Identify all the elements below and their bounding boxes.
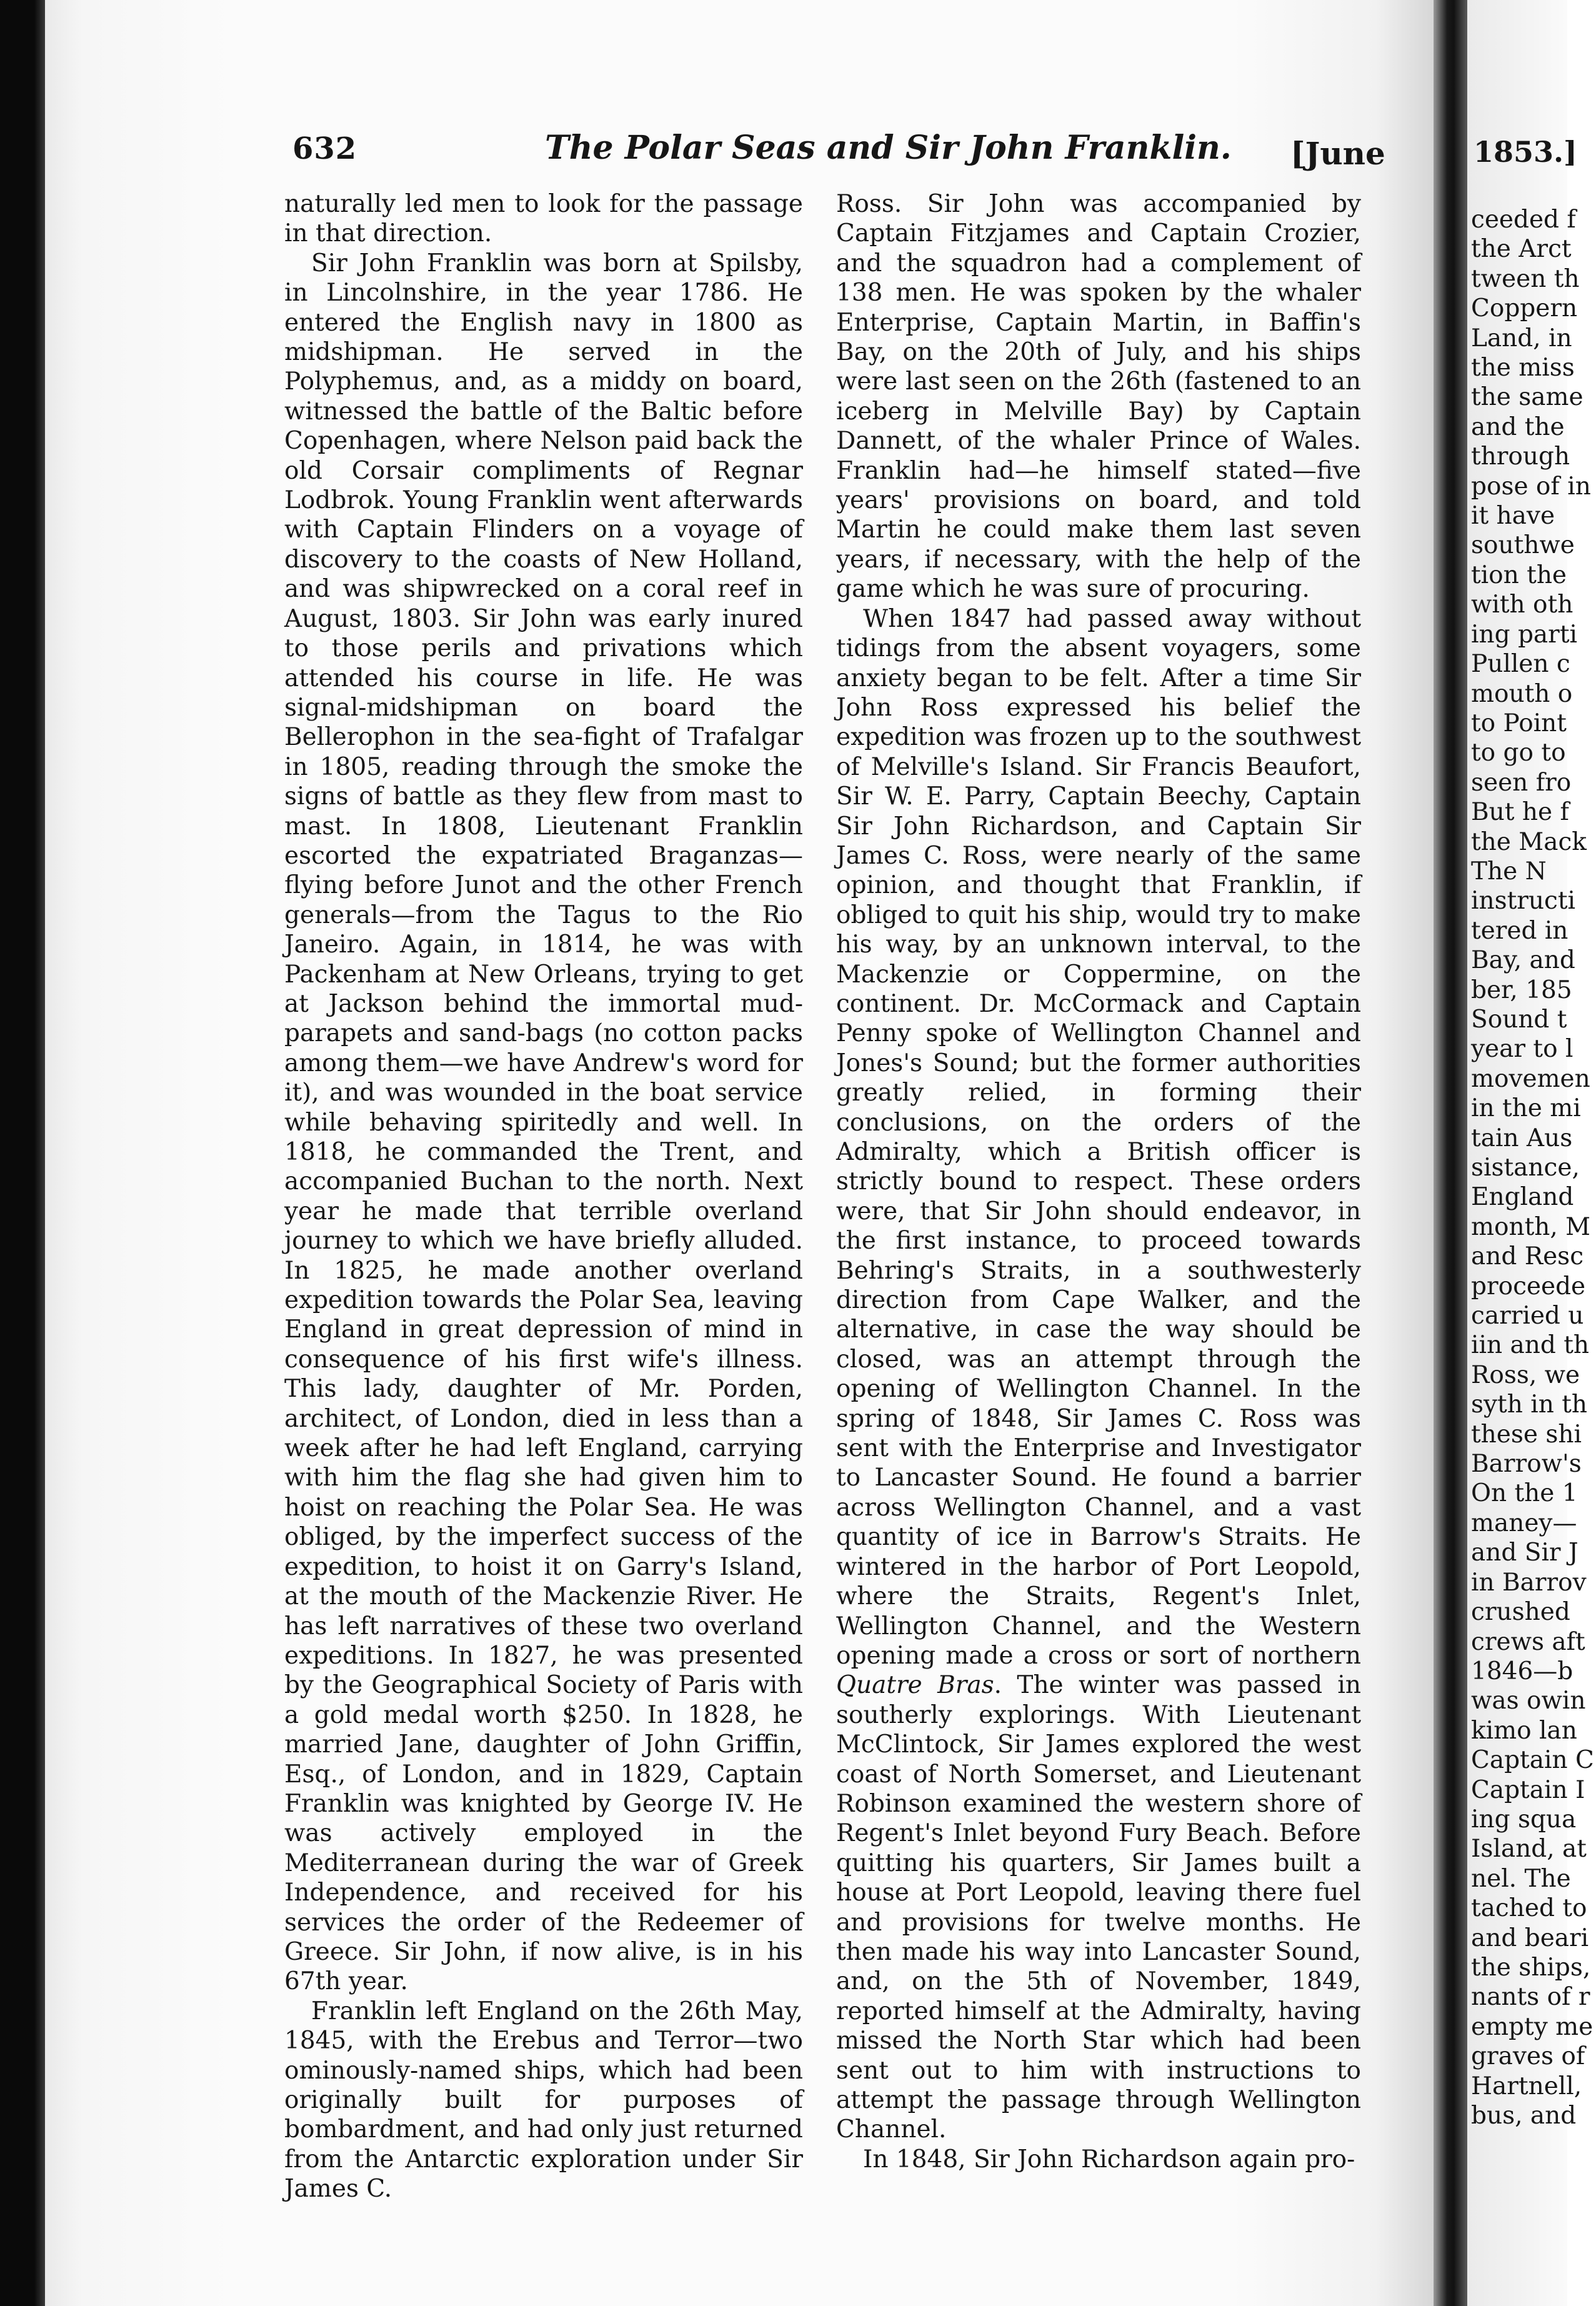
facing-page-line: the Mack (1471, 827, 1587, 856)
running-title: The Polar Seas and Sir John Franklin. (545, 129, 1232, 167)
facing-page-line: and beari (1471, 1924, 1589, 1952)
facing-page-line: mouth o (1471, 679, 1573, 708)
facing-page-line: to Point (1471, 709, 1567, 737)
facing-page-line: ing squa (1471, 1805, 1577, 1834)
facing-page-line: southwe (1471, 531, 1575, 560)
facing-page-line: Ross, we (1471, 1360, 1580, 1389)
facing-page-line: Bay, and (1471, 946, 1575, 975)
header-month: [June (1290, 135, 1385, 172)
facing-page-line: Land, in (1471, 324, 1572, 352)
facing-page-line: crushed (1471, 1598, 1570, 1627)
facing-page-line: tion the (1471, 561, 1567, 589)
facing-page-line: month, M (1471, 1212, 1591, 1241)
facing-page-line: nants of r (1471, 1983, 1590, 2012)
facing-page-line: sistance, (1471, 1154, 1580, 1182)
facing-page-line: the Arct (1471, 235, 1572, 264)
facing-page-line: Captain C (1471, 1746, 1594, 1775)
facing-page-line: pose of in (1471, 472, 1591, 501)
facing-page-line: Pullen c (1471, 650, 1570, 679)
right-column (836, 189, 1361, 2174)
scan-left-edge (0, 0, 45, 2306)
facing-page-line: to go to (1471, 739, 1566, 767)
facing-page-line: crews aft (1471, 1627, 1585, 1656)
facing-page-line: The N (1471, 857, 1547, 886)
facing-page-line: movemen (1471, 1064, 1590, 1093)
paragraph: In 1848, Sir John Richardson again pro- (863, 2145, 1355, 2174)
facing-page-line: empty me (1471, 2012, 1594, 2041)
paragraph: naturally led men to look for the passage in that direction. (284, 190, 803, 248)
facing-page-column (1471, 205, 1596, 2130)
facing-page-line: was owin (1471, 1687, 1586, 1715)
facing-page-line: proceede (1471, 1272, 1586, 1300)
facing-page-line: with oth (1471, 591, 1574, 619)
facing-page-line: ber, 185 (1471, 976, 1572, 1004)
book-gutter (1434, 0, 1467, 2306)
facing-page-line: kimo lan (1471, 1716, 1577, 1745)
facing-page-line: Sound t (1471, 1005, 1567, 1034)
facing-page-line: the miss (1471, 354, 1575, 382)
facing-page-line: in the mi (1471, 1094, 1581, 1123)
facing-page-line: ing parti (1471, 620, 1577, 649)
facing-page-line: it have (1471, 502, 1555, 531)
paragraph: Franklin left England on the 26th May, 1845, with the Erebus and Terror—two ominously-named ships, which had been originally built for purposes of bombardment, and had only just returned from the Antarctic exploration under Sir James C. (284, 1997, 803, 2204)
left-column (284, 189, 803, 2204)
facing-page-line: On the 1 (1471, 1479, 1578, 1508)
facing-page-line: seen fro (1471, 768, 1572, 797)
facing-page-line: nel. The (1471, 1864, 1571, 1893)
facing-page-line: and Resc (1471, 1242, 1584, 1271)
facing-page-line: in Barrov (1471, 1568, 1587, 1597)
facing-page-line: tached to (1471, 1894, 1587, 1923)
facing-page-line: 1846—b (1471, 1657, 1574, 1685)
facing-page-header: 1853.] (1474, 135, 1577, 169)
facing-page-line: maney— (1471, 1509, 1577, 1537)
facing-page-line: Coppern (1471, 294, 1578, 323)
facing-page-line: But he f (1471, 798, 1569, 827)
facing-page-line: instructi (1471, 887, 1576, 916)
facing-page-line: tered in (1471, 916, 1569, 945)
facing-page-line: England (1471, 1183, 1574, 1212)
facing-page-line: the ships, (1471, 1953, 1591, 1982)
facing-page-line: Barrow's (1471, 1450, 1582, 1479)
facing-page-line: iin and th (1471, 1331, 1589, 1360)
facing-page-line: Captain I (1471, 1775, 1585, 1804)
facing-page-line: and Sir J (1471, 1539, 1579, 1567)
facing-page-line: year to l (1471, 1035, 1574, 1064)
page-number: 632 (292, 131, 357, 166)
facing-page-line: ceeded f (1471, 206, 1576, 234)
facing-page-line: and the (1471, 412, 1565, 441)
facing-page-line: Island, at (1471, 1835, 1587, 1864)
facing-page-line: Hartnell, (1471, 2072, 1582, 2100)
paragraph: Sir John Franklin was born at Spilsby, in Lincolnshire, in the year 1786. He entered the English navy in 1800 as midshipman. He served in the Polyphemus, and, as a middy on board, witnessed the battle of the Baltic before Copenhagen, where Nelson paid back the old Corsair compliments of Regnar Lodbrok. Young Franklin went afterwards with Captain Flinders on a voyage of discovery to the coasts of New Holland, and was shipwrecked on a coral reef in August, 1803. Sir John was early inured to those perils and privations which attended his course in life. He was signal-midshipman on board the Bellerophon in the sea-fight of Trafalgar in 1805, reading through the smoke the signs of battle as they flew from mast to mast. In 1808, Lieutenant Franklin escorted the expatriated Braganzas—flying before Junot and the other French generals—from the Tagus to the Rio Janeiro. Again, in 1814, he was with Packenham at New Orleans, trying to get at Jackson behind the immortal mud-parapets and sand-bags (no cotton packs among them—we have Andrew's word for it), and was wounded in the boat service while behaving spiritedly and well. In 1818, he commanded the Trent, and accompanied Buchan to the north. Next year he made that terrible overland journey to which we have briefly alluded. In 1825, he made another overland expedition towards the Polar Sea, leaving England in great depression of mind in consequence of his first wife's illness. This lady, daughter of Mr. Porden, architect, of London, died in less than a week after he had left England, carrying with him the flag she had given him to hoist on reaching the Polar Sea. He was obliged, by the imperfect success of the expedition, to hoist it on Garry's Island, at the mouth of the Mackenzie River. He has left narratives of these two overland expeditions. In 1827, he was presented by the Geographical Society of Paris with a gold medal worth $250. In 1828, he married Jane, daughter of John Griffin, Esq., of London, and in 1829, Captain Franklin was knighted by George IV. He was actively employed in the Mediterranean during the war of Greek Independence, and received for his services the order of the Redeemer of Greece. Sir John, if now alive, is in his 67th year. (284, 249, 803, 1996)
paragraph: When 1847 had passed away without tidings from the absent voyagers, some anxiety began to be felt. After a time Sir John Ross expressed his belief the expedition was frozen up to the southwest of Melville's Island. Sir Francis Beaufort, Sir W. E. Parry, Captain Beechy, Captain Sir John Richardson, and Captain Sir James C. Ross, were nearly of the same opinion, and thought that Franklin, if obliged to quit his ship, would try to make his way, by an unknown interval, to the Mackenzie or Coppermine, on the continent. Dr. McCormack and Captain Penny spoke of Wellington Channel and Jones's Sound; but the former authorities greatly relied, in forming their conclusions, on the orders of the Admiralty, which a British officer is strictly bound to respect. These orders were, that Sir John should endeavor, in the first instance, to proceed towards Behring's Straits, in a southwesterly direction from Cape Walker, and the alternative, in case the way should be closed, was an attempt through the opening of Wellington Channel. In the spring of 1848, Sir James C. Ross was sent with the Enterprise and Investigator to Lancaster Sound. He found a barrier across Wellington Channel, and a vast quantity of ice in Barrow's Straits. He wintered in the harbor of Port Leopold, where the Straits, Regent's Inlet, Wellington Channel, and the Western opening made a cross or sort of northern Quatre Bras. The winter was passed in southerly explorings. With Lieutenant McClintock, Sir James explored the west coast of North Somerset, and Lieutenant Robinson examined the western shore of Regent's Inlet beyond Fury Beach. Before quitting his quarters, Sir James built a house at Port Leopold, leaving there fuel and provisions for twelve months. He then made his way into Lancaster Sound, and, on the 5th of November, 1849, reported himself at the Admiralty, having missed the North Star which had been sent out to him with instructions to attempt the passage through Wellington Channel. (836, 604, 1361, 2144)
facing-page-line: these shi (1471, 1420, 1582, 1449)
facing-page-line: tain Aus (1471, 1124, 1573, 1152)
facing-page-line: the same (1471, 383, 1584, 412)
facing-page-line: carried u (1471, 1302, 1584, 1330)
facing-page-line: bus, and (1471, 2102, 1577, 2130)
paragraph: Ross. Sir John was accompanied by Captain Fitzjames and Captain Crozier, and the squadron had a complement of 138 men. He was spoken by the whaler Enterprise, Captain Martin, in Baffin's Bay, on the 20th of July, and his ships were last seen on the 26th (fastened to an iceberg in Melville Bay) by Captain Dannett, of the whaler Prince of Wales. Franklin had—he himself stated—five years' provisions on board, and told Martin he could make them last seven years, if necessary, with the help of the game which he was sure of procuring. (836, 190, 1361, 604)
facing-page-line: graves of (1471, 2042, 1585, 2071)
facing-page-line: syth in th (1471, 1390, 1588, 1419)
facing-page-line: through (1471, 442, 1570, 471)
facing-page-line: tween th (1471, 264, 1580, 293)
